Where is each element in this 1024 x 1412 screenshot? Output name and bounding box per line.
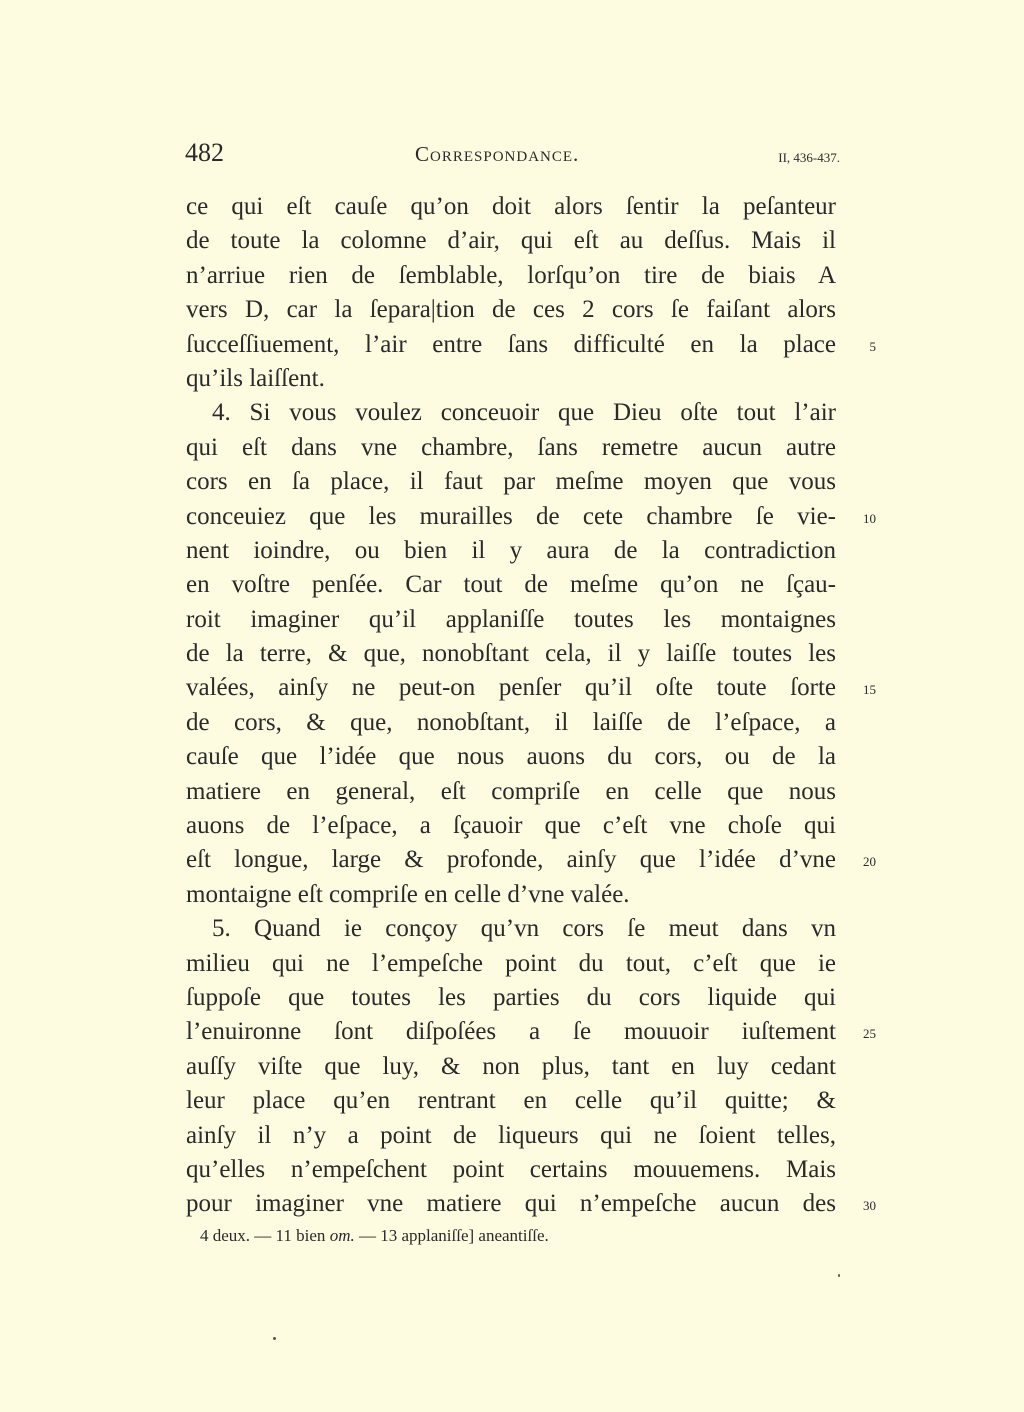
text-line	[176, 259, 876, 293]
text-line	[176, 1050, 876, 1084]
footnote-part1: 4 deux. — 11 bien	[200, 1226, 330, 1245]
line-text: eſt longue, large & profonde, ainſy que l’idée d’vne	[186, 846, 836, 874]
line-text: matiere en general, eſt compriſe en celle que nous	[186, 777, 836, 805]
speck-mark	[273, 1337, 276, 1340]
text-line	[176, 671, 876, 705]
text-line	[176, 603, 876, 637]
text-line	[176, 912, 876, 946]
line-text: n’arriue rien de ſemblable, lorſqu’on tire de biais A	[186, 261, 836, 289]
line-text: ſuppoſe que toutes les parties du cors liquide qui	[186, 983, 836, 1011]
line-text: nent ioindre, ou bien il y aura de la contradiction	[186, 536, 836, 564]
main-text	[176, 190, 876, 1222]
text-line	[176, 396, 876, 430]
text-line	[176, 1153, 876, 1187]
line-text: 4. Si vous voulez conceuoir que Dieu oſte tout l’air	[212, 399, 836, 427]
text-line	[176, 431, 876, 465]
text-line	[176, 500, 876, 534]
text-line	[176, 947, 876, 981]
line-text: cauſe que l’idée que nous auons du cors, ou de la	[186, 743, 836, 771]
footnote-italic: om.	[329, 1226, 355, 1245]
text-line	[176, 809, 876, 843]
line-text: auſſy viſte que luy, & non plus, tant en luy cedant	[186, 1052, 836, 1080]
line-number: 30	[863, 1198, 876, 1214]
line-number: 20	[863, 854, 876, 870]
line-text: qu’elles n’empeſchent point certains mouuemens. Mais	[186, 1155, 836, 1183]
line-text: montaigne eſt compriſe en celle d’vne valée.	[186, 880, 630, 908]
text-line	[176, 1119, 876, 1153]
text-line	[176, 465, 876, 499]
text-line	[176, 706, 876, 740]
speck-mark	[838, 1274, 840, 1277]
text-line	[176, 568, 876, 602]
text-line	[176, 775, 876, 809]
line-text: qu’ils laiſſent.	[186, 364, 325, 392]
line-text: qui eſt dans vne chambre, ſans remetre aucun autre	[186, 433, 836, 461]
line-number: 5	[869, 338, 876, 354]
volume-reference: II, 436-437.	[778, 150, 840, 165]
line-text: valées, ainſy ne peut-on penſer qu’il oſte toute ſorte	[186, 674, 836, 702]
page-number: 482	[185, 138, 224, 167]
line-text: auons de l’eſpace, a ſçauoir que c’eſt vne choſe qui	[186, 812, 836, 840]
text-line	[176, 293, 876, 327]
line-text: milieu qui ne l’empeſche point du tout, c’eſt que ie	[186, 949, 836, 977]
page-header	[185, 138, 840, 178]
line-text: ce qui eſt cauſe qu’on doit alors ſentir la peſanteur	[186, 193, 836, 220]
line-text: ſucceſſiuement, l’air entre ſans difficulté en la place	[186, 330, 836, 358]
text-line	[176, 328, 876, 362]
line-text: pour imaginer vne matiere qui n’empeſche aucun des	[186, 1190, 836, 1218]
text-line	[176, 1187, 876, 1221]
line-number: 15	[863, 682, 876, 698]
line-text: de la terre, & que, nonobſtant cela, il y laiſſe toutes les	[186, 640, 836, 668]
text-line	[176, 534, 876, 568]
line-text: l’enuironne ſont diſpoſées a ſe mouuoir iuſtement	[186, 1018, 836, 1046]
text-line	[176, 190, 876, 224]
line-text: en voſtre penſée. Car tout de meſme qu’on ne ſçau-	[186, 571, 836, 599]
text-line	[176, 637, 876, 671]
text-line	[176, 878, 876, 912]
line-text: de toute la colomne d’air, qui eſt au deſſus. Mais il	[186, 227, 836, 255]
footnote	[200, 1226, 549, 1246]
line-text: conceuiez que les murailles de cete chambre ſe vie-	[186, 502, 836, 530]
line-text: de cors, & que, nonobſtant, il laiſſe de l’eſpace, a	[186, 708, 836, 736]
line-text: roit imaginer qu’il applaniſſe toutes les montaignes	[186, 605, 836, 633]
text-line	[176, 981, 876, 1015]
line-number: 25	[863, 1026, 876, 1042]
text-line	[176, 224, 876, 258]
text-line	[176, 1015, 876, 1049]
text-line	[176, 843, 876, 877]
line-number: 10	[863, 510, 876, 526]
line-text: leur place qu’en rentrant en celle qu’il quitte; &	[186, 1087, 836, 1115]
line-text: ainſy il n’y a point de liqueurs qui ne ſoient telles,	[186, 1121, 836, 1149]
running-title: Correspondance.	[415, 142, 580, 166]
text-line	[176, 740, 876, 774]
line-text: cors en ſa place, il faut par meſme moyen que vous	[186, 468, 836, 496]
line-text: vers D, car la ſepara|tion de ces 2 cors ſe faiſant alors	[186, 296, 836, 324]
text-line	[176, 362, 876, 396]
footnote-part2: — 13 applaniſſe] aneantiſſe.	[354, 1226, 549, 1245]
text-line	[176, 1084, 876, 1118]
line-text: 5. Quand ie conçoy qu’vn cors ſe meut dans vn	[212, 915, 836, 943]
